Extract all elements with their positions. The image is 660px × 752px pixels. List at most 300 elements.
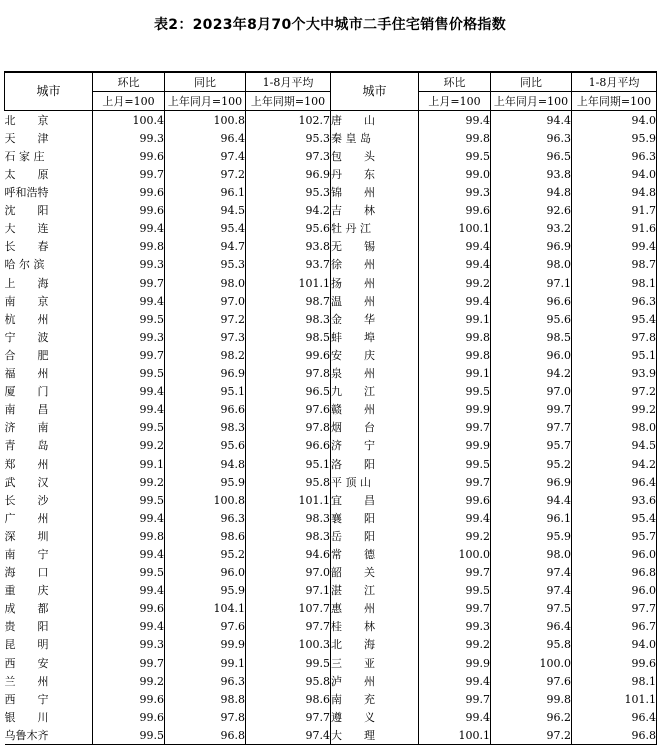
avg-value-right: 94.8 bbox=[572, 184, 657, 202]
yoy-value-right: 94.8 bbox=[491, 184, 572, 202]
yoy-value-left: 97.8 bbox=[165, 708, 246, 726]
city-name-right: 北 海 bbox=[331, 636, 419, 654]
table-row bbox=[5, 491, 657, 509]
yoy-value-left: 98.0 bbox=[165, 274, 246, 292]
header-avg-left: 1-8月平均 bbox=[246, 72, 331, 92]
avg-value-right: 97.2 bbox=[572, 383, 657, 401]
city-name-right: 丹 东 bbox=[331, 165, 419, 183]
avg-value-left: 101.1 bbox=[246, 491, 331, 509]
city-name-right: 三 亚 bbox=[331, 654, 419, 672]
mom-value-right: 99.9 bbox=[419, 401, 491, 419]
avg-value-right: 94.5 bbox=[572, 437, 657, 455]
yoy-value-right: 97.6 bbox=[491, 672, 572, 690]
mom-value-left: 99.6 bbox=[93, 600, 165, 618]
table-row bbox=[5, 202, 657, 220]
yoy-value-left: 97.6 bbox=[165, 618, 246, 636]
avg-value-right: 94.2 bbox=[572, 455, 657, 473]
city-name-right: 湛 江 bbox=[331, 582, 419, 600]
avg-value-left: 95.8 bbox=[246, 473, 331, 491]
yoy-value-right: 100.0 bbox=[491, 654, 572, 672]
mom-value-right: 99.8 bbox=[419, 129, 491, 147]
city-name-left: 银 川 bbox=[5, 708, 93, 726]
city-name-right: 唐 山 bbox=[331, 111, 419, 130]
mom-value-right: 99.8 bbox=[419, 346, 491, 364]
yoy-value-left: 96.0 bbox=[165, 564, 246, 582]
table-row bbox=[5, 672, 657, 690]
yoy-value-right: 93.2 bbox=[491, 220, 572, 238]
avg-value-left: 97.7 bbox=[246, 708, 331, 726]
yoy-value-left: 97.2 bbox=[165, 165, 246, 183]
table-row bbox=[5, 618, 657, 636]
city-name-right: 宜 昌 bbox=[331, 491, 419, 509]
mom-value-right: 99.6 bbox=[419, 491, 491, 509]
header-avg-base-right: 上年同期=100 bbox=[572, 92, 657, 111]
yoy-value-right: 95.7 bbox=[491, 437, 572, 455]
city-name-right: 岳 阳 bbox=[331, 527, 419, 545]
avg-value-left: 97.8 bbox=[246, 365, 331, 383]
yoy-value-left: 96.1 bbox=[165, 184, 246, 202]
yoy-value-left: 98.6 bbox=[165, 527, 246, 545]
avg-value-left: 96.5 bbox=[246, 383, 331, 401]
avg-value-right: 99.6 bbox=[572, 654, 657, 672]
mom-value-left: 99.4 bbox=[93, 401, 165, 419]
mom-value-right: 99.4 bbox=[419, 509, 491, 527]
table-row bbox=[5, 220, 657, 238]
mom-value-right: 99.7 bbox=[419, 600, 491, 618]
table-title: 表2：2023年8月70个大中城市二手住宅销售价格指数 bbox=[153, 17, 507, 33]
mom-value-right: 99.2 bbox=[419, 274, 491, 292]
table-row bbox=[5, 636, 657, 654]
header-mom-right: 环比 bbox=[419, 72, 491, 92]
avg-value-left: 97.3 bbox=[246, 147, 331, 165]
mom-value-right: 99.6 bbox=[419, 202, 491, 220]
city-name-left: 西 宁 bbox=[5, 690, 93, 708]
table-row bbox=[5, 346, 657, 364]
mom-value-left: 99.2 bbox=[93, 672, 165, 690]
yoy-value-left: 96.6 bbox=[165, 401, 246, 419]
avg-value-left: 102.7 bbox=[246, 111, 331, 130]
city-name-left: 武 汉 bbox=[5, 473, 93, 491]
mom-value-right: 99.0 bbox=[419, 165, 491, 183]
city-name-left: 杭 州 bbox=[5, 310, 93, 328]
table-row bbox=[5, 238, 657, 256]
yoy-value-left: 97.0 bbox=[165, 292, 246, 310]
yoy-value-right: 97.1 bbox=[491, 274, 572, 292]
city-name-left: 青 岛 bbox=[5, 437, 93, 455]
city-name-left: 哈 尔 滨 bbox=[5, 256, 93, 274]
table-row bbox=[5, 473, 657, 491]
yoy-value-right: 99.8 bbox=[491, 690, 572, 708]
mom-value-left: 99.8 bbox=[93, 238, 165, 256]
city-name-right: 烟 台 bbox=[331, 419, 419, 437]
table-row bbox=[5, 256, 657, 274]
table-row bbox=[5, 328, 657, 346]
yoy-value-right: 96.2 bbox=[491, 708, 572, 726]
city-name-left: 石 家 庄 bbox=[5, 147, 93, 165]
avg-value-right: 91.6 bbox=[572, 220, 657, 238]
mom-value-right: 99.4 bbox=[419, 672, 491, 690]
city-name-right: 襄 阳 bbox=[331, 509, 419, 527]
city-name-left: 西 安 bbox=[5, 654, 93, 672]
table-row bbox=[5, 455, 657, 473]
city-name-left: 深 圳 bbox=[5, 527, 93, 545]
avg-value-right: 94.0 bbox=[572, 111, 657, 130]
city-name-right: 泉 州 bbox=[331, 365, 419, 383]
table-row bbox=[5, 545, 657, 563]
mom-value-left: 99.5 bbox=[93, 726, 165, 745]
mom-value-right: 99.4 bbox=[419, 238, 491, 256]
mom-value-right: 99.9 bbox=[419, 437, 491, 455]
yoy-value-left: 95.4 bbox=[165, 220, 246, 238]
yoy-value-left: 98.8 bbox=[165, 690, 246, 708]
header-yoy-right: 同比 bbox=[491, 72, 572, 92]
mom-value-left: 99.3 bbox=[93, 256, 165, 274]
yoy-value-right: 97.4 bbox=[491, 582, 572, 600]
mom-value-left: 99.4 bbox=[93, 292, 165, 310]
city-name-right: 秦 皇 岛 bbox=[331, 129, 419, 147]
yoy-value-right: 96.1 bbox=[491, 509, 572, 527]
mom-value-left: 99.7 bbox=[93, 274, 165, 292]
avg-value-left: 94.6 bbox=[246, 545, 331, 563]
avg-value-left: 95.3 bbox=[246, 184, 331, 202]
mom-value-right: 99.1 bbox=[419, 365, 491, 383]
yoy-value-right: 98.0 bbox=[491, 256, 572, 274]
yoy-value-right: 96.3 bbox=[491, 129, 572, 147]
yoy-value-right: 98.0 bbox=[491, 545, 572, 563]
yoy-value-right: 99.7 bbox=[491, 401, 572, 419]
yoy-value-left: 98.2 bbox=[165, 346, 246, 364]
yoy-value-right: 95.6 bbox=[491, 310, 572, 328]
avg-value-right: 96.8 bbox=[572, 726, 657, 745]
avg-value-right: 101.1 bbox=[572, 690, 657, 708]
yoy-value-right: 97.2 bbox=[491, 726, 572, 745]
city-name-left: 兰 州 bbox=[5, 672, 93, 690]
mom-value-left: 99.6 bbox=[93, 708, 165, 726]
avg-value-left: 95.3 bbox=[246, 129, 331, 147]
yoy-value-left: 96.9 bbox=[165, 365, 246, 383]
table-row bbox=[5, 365, 657, 383]
avg-value-right: 94.0 bbox=[572, 165, 657, 183]
mom-value-right: 99.5 bbox=[419, 383, 491, 401]
city-name-right: 扬 州 bbox=[331, 274, 419, 292]
avg-value-left: 99.6 bbox=[246, 346, 331, 364]
avg-value-left: 96.6 bbox=[246, 437, 331, 455]
city-name-left: 沈 阳 bbox=[5, 202, 93, 220]
yoy-value-right: 95.2 bbox=[491, 455, 572, 473]
yoy-value-left: 95.6 bbox=[165, 437, 246, 455]
yoy-value-left: 95.3 bbox=[165, 256, 246, 274]
avg-value-left: 101.1 bbox=[246, 274, 331, 292]
city-name-right: 徐 州 bbox=[331, 256, 419, 274]
mom-value-left: 99.5 bbox=[93, 491, 165, 509]
header-city-left: 城市 bbox=[5, 72, 93, 111]
table-row bbox=[5, 129, 657, 147]
avg-value-right: 96.3 bbox=[572, 147, 657, 165]
mom-value-left: 99.6 bbox=[93, 202, 165, 220]
avg-value-left: 98.5 bbox=[246, 328, 331, 346]
avg-value-left: 95.6 bbox=[246, 220, 331, 238]
yoy-value-left: 99.1 bbox=[165, 654, 246, 672]
city-name-left: 太 原 bbox=[5, 165, 93, 183]
city-name-left: 厦 门 bbox=[5, 383, 93, 401]
avg-value-right: 95.4 bbox=[572, 509, 657, 527]
yoy-value-right: 97.7 bbox=[491, 419, 572, 437]
mom-value-left: 99.5 bbox=[93, 419, 165, 437]
yoy-value-right: 92.6 bbox=[491, 202, 572, 220]
avg-value-right: 99.4 bbox=[572, 238, 657, 256]
yoy-value-left: 100.8 bbox=[165, 111, 246, 130]
city-name-left: 重 庆 bbox=[5, 582, 93, 600]
yoy-value-right: 97.4 bbox=[491, 564, 572, 582]
table-row bbox=[5, 726, 657, 745]
header-yoy-left: 同比 bbox=[165, 72, 246, 92]
yoy-value-left: 94.7 bbox=[165, 238, 246, 256]
table-row bbox=[5, 147, 657, 165]
table-row bbox=[5, 708, 657, 726]
avg-value-left: 97.0 bbox=[246, 564, 331, 582]
city-name-left: 北 京 bbox=[5, 111, 93, 130]
avg-value-right: 99.2 bbox=[572, 401, 657, 419]
yoy-value-left: 95.2 bbox=[165, 545, 246, 563]
mom-value-right: 99.7 bbox=[419, 419, 491, 437]
city-name-left: 南 京 bbox=[5, 292, 93, 310]
avg-value-left: 94.2 bbox=[246, 202, 331, 220]
mom-value-right: 100.1 bbox=[419, 220, 491, 238]
avg-value-left: 97.8 bbox=[246, 419, 331, 437]
yoy-value-right: 93.8 bbox=[491, 165, 572, 183]
avg-value-right: 98.0 bbox=[572, 419, 657, 437]
mom-value-right: 99.4 bbox=[419, 111, 491, 130]
city-name-left: 成 都 bbox=[5, 600, 93, 618]
avg-value-left: 98.3 bbox=[246, 527, 331, 545]
yoy-value-right: 97.0 bbox=[491, 383, 572, 401]
table-row bbox=[5, 527, 657, 545]
city-name-right: 大 理 bbox=[331, 726, 419, 745]
mom-value-right: 99.7 bbox=[419, 564, 491, 582]
avg-value-left: 98.3 bbox=[246, 509, 331, 527]
avg-value-left: 96.9 bbox=[246, 165, 331, 183]
mom-value-left: 99.3 bbox=[93, 636, 165, 654]
mom-value-left: 99.2 bbox=[93, 437, 165, 455]
avg-value-left: 98.7 bbox=[246, 292, 331, 310]
avg-value-right: 97.8 bbox=[572, 328, 657, 346]
yoy-value-left: 95.9 bbox=[165, 473, 246, 491]
city-name-left: 济 南 bbox=[5, 419, 93, 437]
header-mom-left: 环比 bbox=[93, 72, 165, 92]
yoy-value-right: 96.4 bbox=[491, 618, 572, 636]
mom-value-right: 99.4 bbox=[419, 708, 491, 726]
mom-value-right: 99.2 bbox=[419, 527, 491, 545]
yoy-value-left: 104.1 bbox=[165, 600, 246, 618]
avg-value-right: 96.0 bbox=[572, 545, 657, 563]
avg-value-right: 93.6 bbox=[572, 491, 657, 509]
yoy-value-right: 96.9 bbox=[491, 238, 572, 256]
city-name-right: 韶 关 bbox=[331, 564, 419, 582]
mom-value-right: 99.5 bbox=[419, 582, 491, 600]
mom-value-right: 99.4 bbox=[419, 292, 491, 310]
city-name-left: 福 州 bbox=[5, 365, 93, 383]
yoy-value-left: 97.2 bbox=[165, 310, 246, 328]
avg-value-right: 95.9 bbox=[572, 129, 657, 147]
yoy-value-right: 96.6 bbox=[491, 292, 572, 310]
table-row bbox=[5, 654, 657, 672]
mom-value-right: 99.1 bbox=[419, 310, 491, 328]
city-name-left: 昆 明 bbox=[5, 636, 93, 654]
header-mom-base-right: 上月=100 bbox=[419, 92, 491, 111]
mom-value-right: 99.3 bbox=[419, 184, 491, 202]
city-name-left: 贵 阳 bbox=[5, 618, 93, 636]
mom-value-left: 99.5 bbox=[93, 310, 165, 328]
avg-value-right: 95.1 bbox=[572, 346, 657, 364]
avg-value-left: 97.6 bbox=[246, 401, 331, 419]
city-name-left: 广 州 bbox=[5, 509, 93, 527]
city-name-right: 南 充 bbox=[331, 690, 419, 708]
table-row bbox=[5, 184, 657, 202]
city-name-right: 温 州 bbox=[331, 292, 419, 310]
avg-value-right: 96.0 bbox=[572, 582, 657, 600]
header-avg-right: 1-8月平均 bbox=[572, 72, 657, 92]
yoy-value-right: 94.4 bbox=[491, 491, 572, 509]
yoy-value-right: 95.8 bbox=[491, 636, 572, 654]
table-row bbox=[5, 111, 657, 130]
mom-value-left: 99.1 bbox=[93, 455, 165, 473]
city-name-left: 呼和浩特 bbox=[5, 184, 93, 202]
header-row-1 bbox=[5, 72, 657, 92]
yoy-value-left: 96.3 bbox=[165, 509, 246, 527]
avg-value-right: 95.7 bbox=[572, 527, 657, 545]
header-mom-base-left: 上月=100 bbox=[93, 92, 165, 111]
mom-value-right: 99.8 bbox=[419, 328, 491, 346]
yoy-value-left: 97.3 bbox=[165, 328, 246, 346]
avg-value-left: 99.5 bbox=[246, 654, 331, 672]
header-yoy-base-right: 上年同月=100 bbox=[491, 92, 572, 111]
mom-value-left: 99.4 bbox=[93, 509, 165, 527]
yoy-value-right: 96.5 bbox=[491, 147, 572, 165]
yoy-value-right: 94.2 bbox=[491, 365, 572, 383]
table-row bbox=[5, 582, 657, 600]
city-name-right: 锦 州 bbox=[331, 184, 419, 202]
avg-value-left: 98.3 bbox=[246, 310, 331, 328]
yoy-value-left: 94.5 bbox=[165, 202, 246, 220]
mom-value-left: 99.3 bbox=[93, 129, 165, 147]
city-name-right: 蚌 埠 bbox=[331, 328, 419, 346]
avg-value-right: 97.7 bbox=[572, 600, 657, 618]
table-row bbox=[5, 274, 657, 292]
avg-value-right: 91.7 bbox=[572, 202, 657, 220]
avg-value-left: 100.3 bbox=[246, 636, 331, 654]
city-name-right: 济 宁 bbox=[331, 437, 419, 455]
mom-value-left: 99.4 bbox=[93, 383, 165, 401]
mom-value-left: 99.6 bbox=[93, 184, 165, 202]
city-name-right: 无 锡 bbox=[331, 238, 419, 256]
city-name-left: 乌鲁木齐 bbox=[5, 726, 93, 745]
city-name-left: 天 津 bbox=[5, 129, 93, 147]
avg-value-right: 96.7 bbox=[572, 618, 657, 636]
mom-value-left: 99.6 bbox=[93, 147, 165, 165]
table-row bbox=[5, 165, 657, 183]
avg-value-left: 97.7 bbox=[246, 618, 331, 636]
yoy-value-right: 95.9 bbox=[491, 527, 572, 545]
price-index-table bbox=[4, 71, 657, 745]
avg-value-right: 96.3 bbox=[572, 292, 657, 310]
mom-value-left: 99.4 bbox=[93, 582, 165, 600]
city-name-right: 常 德 bbox=[331, 545, 419, 563]
city-name-right: 牡 丹 江 bbox=[331, 220, 419, 238]
table-row bbox=[5, 509, 657, 527]
city-name-left: 郑 州 bbox=[5, 455, 93, 473]
city-name-right: 金 华 bbox=[331, 310, 419, 328]
yoy-value-left: 100.8 bbox=[165, 491, 246, 509]
avg-value-left: 95.1 bbox=[246, 455, 331, 473]
yoy-value-left: 99.9 bbox=[165, 636, 246, 654]
mom-value-left: 99.5 bbox=[93, 365, 165, 383]
avg-value-right: 96.4 bbox=[572, 708, 657, 726]
avg-value-left: 107.7 bbox=[246, 600, 331, 618]
city-name-right: 九 江 bbox=[331, 383, 419, 401]
header-yoy-base-left: 上年同月=100 bbox=[165, 92, 246, 111]
yoy-value-right: 96.9 bbox=[491, 473, 572, 491]
avg-value-right: 96.8 bbox=[572, 564, 657, 582]
city-name-left: 合 肥 bbox=[5, 346, 93, 364]
mom-value-left: 99.7 bbox=[93, 654, 165, 672]
mom-value-right: 99.7 bbox=[419, 690, 491, 708]
yoy-value-right: 97.5 bbox=[491, 600, 572, 618]
table-row bbox=[5, 383, 657, 401]
mom-value-right: 99.5 bbox=[419, 455, 491, 473]
avg-value-left: 97.4 bbox=[246, 726, 331, 745]
mom-value-left: 100.4 bbox=[93, 111, 165, 130]
mom-value-right: 99.9 bbox=[419, 654, 491, 672]
table-row bbox=[5, 419, 657, 437]
avg-value-right: 98.1 bbox=[572, 274, 657, 292]
yoy-value-left: 98.3 bbox=[165, 419, 246, 437]
city-name-right: 桂 林 bbox=[331, 618, 419, 636]
mom-value-left: 99.8 bbox=[93, 527, 165, 545]
mom-value-right: 99.3 bbox=[419, 618, 491, 636]
yoy-value-left: 94.8 bbox=[165, 455, 246, 473]
mom-value-right: 99.4 bbox=[419, 256, 491, 274]
mom-value-right: 99.2 bbox=[419, 636, 491, 654]
yoy-value-left: 96.3 bbox=[165, 672, 246, 690]
yoy-value-right: 98.5 bbox=[491, 328, 572, 346]
city-name-left: 海 口 bbox=[5, 564, 93, 582]
yoy-value-left: 95.1 bbox=[165, 383, 246, 401]
table-row bbox=[5, 292, 657, 310]
yoy-value-left: 95.9 bbox=[165, 582, 246, 600]
yoy-value-left: 96.8 bbox=[165, 726, 246, 745]
city-name-left: 宁 波 bbox=[5, 328, 93, 346]
city-name-right: 包 头 bbox=[331, 147, 419, 165]
avg-value-right: 94.0 bbox=[572, 636, 657, 654]
avg-value-right: 96.4 bbox=[572, 473, 657, 491]
avg-value-right: 95.4 bbox=[572, 310, 657, 328]
table-row bbox=[5, 401, 657, 419]
city-name-right: 遵 义 bbox=[331, 708, 419, 726]
city-name-right: 安 庆 bbox=[331, 346, 419, 364]
avg-value-right: 93.9 bbox=[572, 365, 657, 383]
city-name-left: 长 春 bbox=[5, 238, 93, 256]
mom-value-right: 99.5 bbox=[419, 147, 491, 165]
avg-value-left: 97.1 bbox=[246, 582, 331, 600]
avg-value-right: 98.1 bbox=[572, 672, 657, 690]
city-name-right: 赣 州 bbox=[331, 401, 419, 419]
city-name-right: 吉 林 bbox=[331, 202, 419, 220]
yoy-value-left: 96.4 bbox=[165, 129, 246, 147]
mom-value-right: 100.0 bbox=[419, 545, 491, 563]
mom-value-left: 99.4 bbox=[93, 220, 165, 238]
city-name-left: 南 昌 bbox=[5, 401, 93, 419]
city-name-right: 平 顶 山 bbox=[331, 473, 419, 491]
